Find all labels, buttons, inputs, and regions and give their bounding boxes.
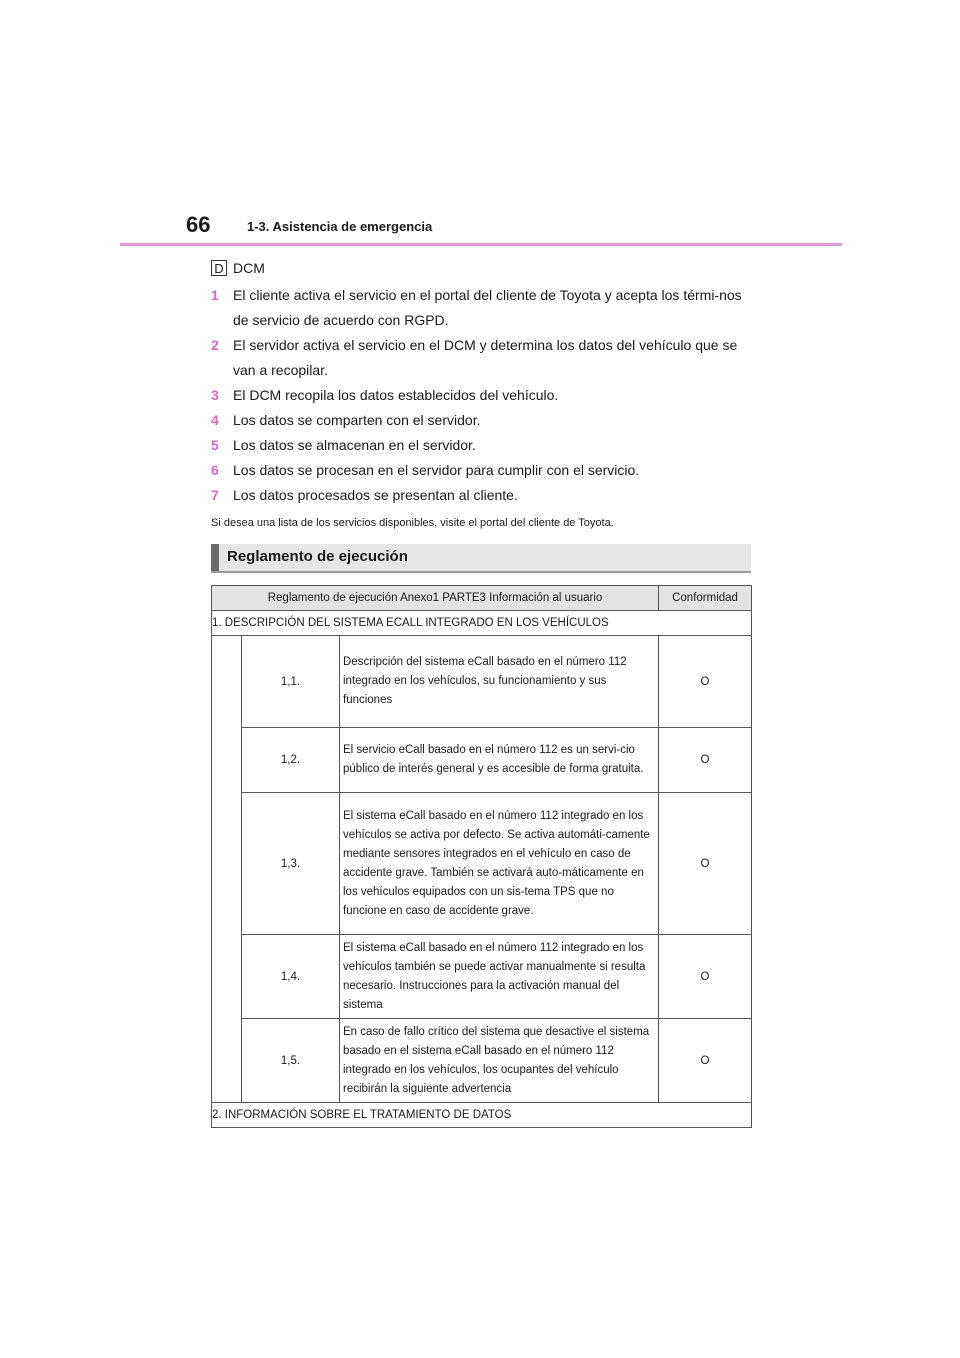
header-rule bbox=[120, 243, 842, 246]
step-item bbox=[211, 458, 751, 483]
row-number: 1,3. bbox=[242, 793, 340, 935]
step-number: 2 bbox=[211, 337, 219, 353]
step-number: 4 bbox=[211, 412, 219, 428]
row-conformity: O bbox=[659, 1019, 752, 1103]
row-conformity: O bbox=[659, 935, 752, 1019]
services-note: Si desea una lista de los servicios disponibles, visite el portal del cliente de Toyota. bbox=[211, 517, 614, 529]
row-description: En caso de fallo crítico del sistema que desactive el sistema basado en el sistema eCall basado en el número 112 integrado en los vehículos, los ocupantes del vehículo recibirán la siguiente advertencia bbox=[340, 1019, 659, 1103]
step-text: El cliente activa el servicio en el portal del cliente de Toyota y acepta los térmi-nos de servicio de acuerdo con RGPD. bbox=[233, 287, 742, 328]
row-description: Descripción del sistema eCall basado en el número 112 integrado en los vehículos, su funcionamiento y sus funciones bbox=[340, 636, 659, 728]
section-heading: Reglamento de ejecución bbox=[227, 548, 408, 565]
step-text: Los datos se comparten con el servidor. bbox=[233, 412, 481, 428]
step-number: 6 bbox=[211, 462, 219, 478]
section-heading-bar bbox=[211, 544, 219, 571]
step-item bbox=[211, 283, 751, 333]
step-number: 7 bbox=[211, 487, 219, 503]
step-number: 1 bbox=[211, 287, 219, 303]
row-description: El sistema eCall basado en el número 112 integrado en los vehículos se activa por defecto. Se activa automáti-camente mediante sensores integrados en el vehículo en caso de accidente grave. También se activará auto-máticamente en los vehículos equipados con un sis-tema TPS que no funcione en caso de accidente grave. bbox=[340, 793, 659, 935]
dcm-label-box: D bbox=[211, 260, 227, 276]
chapter-title: 1-3. Asistencia de emergencia bbox=[247, 219, 433, 234]
main-content bbox=[211, 258, 751, 530]
step-item bbox=[211, 408, 751, 433]
table-section-row bbox=[212, 611, 752, 636]
step-item bbox=[211, 383, 751, 408]
row-conformity: O bbox=[659, 728, 752, 793]
step-item bbox=[211, 483, 751, 508]
row-number: 1,4. bbox=[242, 935, 340, 1019]
step-text: El servidor activa el servicio en el DCM y determina los datos del vehículo que se van a recopilar. bbox=[233, 337, 738, 378]
row-conformity: O bbox=[659, 636, 752, 728]
step-item bbox=[211, 333, 751, 383]
table-section-label: 1. DESCRIPCIÓN DEL SISTEMA ECALL INTEGRADO EN LOS VEHÍCULOS bbox=[212, 611, 752, 636]
table-row bbox=[212, 728, 752, 793]
section-heading-band bbox=[211, 544, 751, 573]
step-text: Los datos se procesan en el servidor para cumplir con el servicio. bbox=[233, 462, 640, 478]
steps-list bbox=[211, 283, 751, 508]
table-row bbox=[212, 636, 752, 728]
row-number: 1,5. bbox=[242, 1019, 340, 1103]
table-row bbox=[212, 1019, 752, 1103]
table-row bbox=[212, 935, 752, 1019]
table-section-label: 2. INFORMACIÓN SOBRE EL TRATAMIENTO DE DATOS bbox=[212, 1103, 752, 1128]
page-number: 66 bbox=[186, 212, 211, 237]
row-number: 1,1. bbox=[242, 636, 340, 728]
row-description: El sistema eCall basado en el número 112 integrado en los vehículos también se puede activar manualmente si resulta necesario. Instrucciones para la activación manual del sistema bbox=[340, 935, 659, 1019]
table-section-row bbox=[212, 1103, 752, 1128]
table-indent-cell bbox=[212, 636, 242, 1103]
step-text: Los datos procesados se presentan al cliente. bbox=[233, 487, 518, 503]
row-number: 1,2. bbox=[242, 728, 340, 793]
table-header-row bbox=[212, 586, 752, 611]
row-conformity: O bbox=[659, 793, 752, 935]
step-number: 5 bbox=[211, 437, 219, 453]
table-header-regulation: Reglamento de ejecución Anexo1 PARTE3 Información al usuario bbox=[212, 586, 659, 611]
step-text: Los datos se almacenan en el servidor. bbox=[233, 437, 476, 453]
step-item bbox=[211, 433, 751, 458]
table-header-conformity: Conformidad bbox=[659, 586, 752, 611]
dcm-heading bbox=[211, 258, 751, 278]
dcm-label: DCM bbox=[233, 260, 265, 276]
regulation-table bbox=[211, 585, 752, 1128]
step-text: El DCM recopila los datos establecidos del vehículo. bbox=[233, 387, 559, 403]
row-description: El servicio eCall basado en el número 112 es un servi-cio público de interés general y es accesible de forma gratuita. bbox=[340, 728, 659, 793]
step-number: 3 bbox=[211, 387, 219, 403]
table-row bbox=[212, 793, 752, 935]
